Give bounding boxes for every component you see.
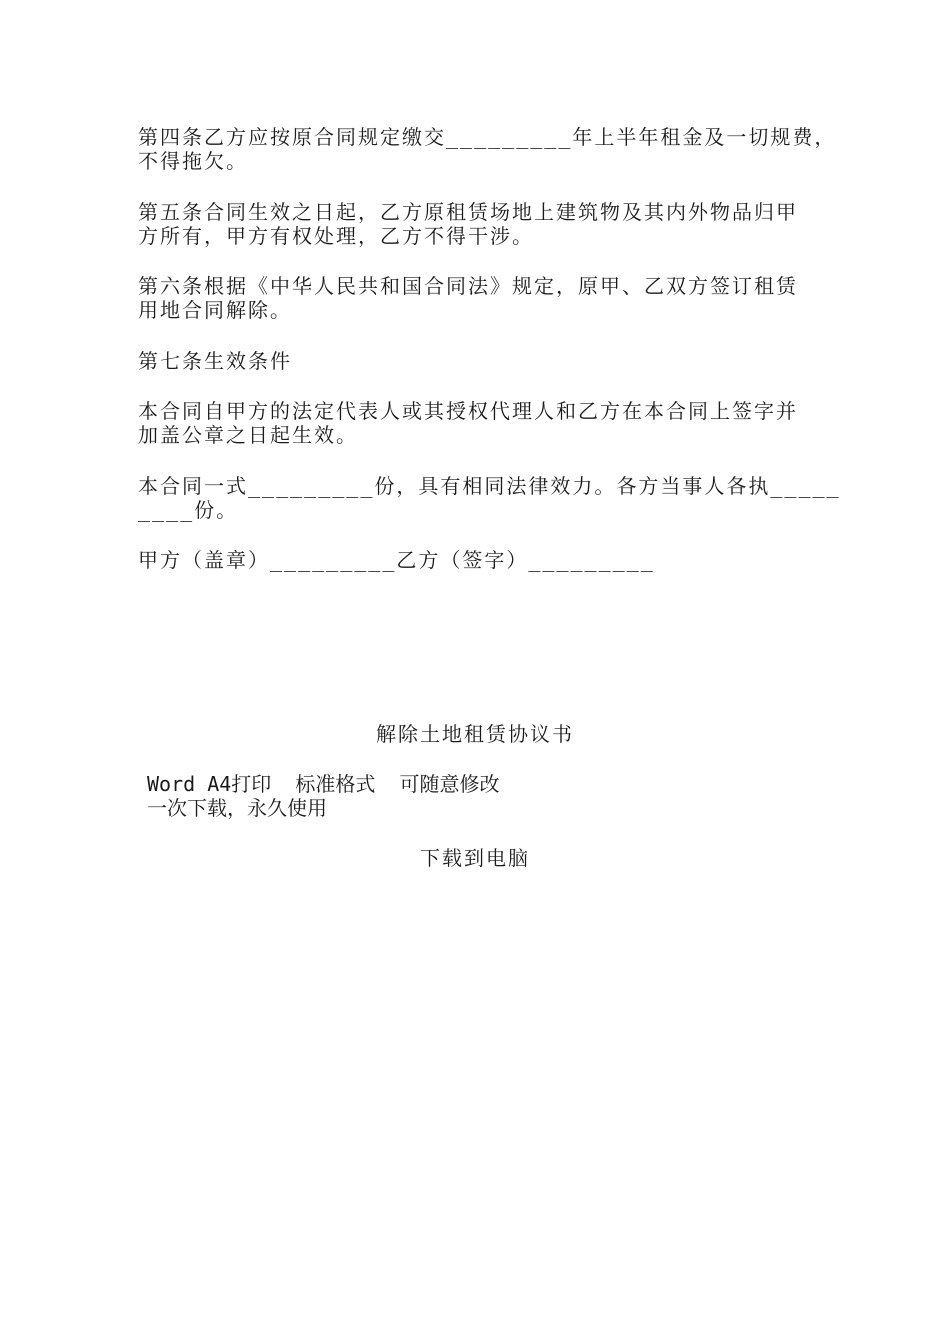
article-line: 第四条乙方应按原合同规定缴交_________年上半年租金及一切规费， [138, 125, 837, 149]
article-line: 第七条生效条件 [138, 349, 292, 373]
article-line: 第五条合同生效之日起，乙方原租赁场地上建筑物及其内外物品归甲 [138, 200, 798, 224]
article-line: 方所有，甲方有权处理，乙方不得干涉。 [138, 224, 534, 248]
article-line: 甲方（盖章）_________乙方（签字）_________ [138, 548, 655, 572]
promo-line-usage: 一次下载，永久使用 [147, 796, 327, 820]
promo-description [147, 772, 499, 820]
article-line: 本合同一式_________份，具有相同法律效力。各方当事人各执_____ [138, 474, 841, 498]
promo-title: 解除土地租赁协议书 [376, 722, 574, 746]
article-line: 本合同自甲方的法定代表人或其授权代理人和乙方在本合同上签字并 [138, 399, 798, 423]
signature-line [138, 548, 828, 572]
article-line: 加盖公章之日起生效。 [138, 423, 358, 447]
article-4 [138, 125, 837, 173]
article-5 [138, 200, 828, 248]
effective-clause [138, 399, 828, 447]
article-6 [138, 274, 828, 322]
promo-line-format: Word A4打印 标准格式 可随意修改 [147, 772, 500, 796]
article-line: 第六条根据《中华人民共和国合同法》规定，原甲、乙双方签订租赁 [138, 274, 798, 298]
download-to-computer-link[interactable]: 下载到电脑 [420, 846, 530, 870]
article-line: ____份。 [138, 498, 239, 522]
article-7-heading [138, 349, 828, 373]
copies-clause [138, 474, 841, 522]
article-line: 不得拖欠。 [138, 149, 248, 173]
article-line: 用地合同解除。 [138, 298, 292, 322]
